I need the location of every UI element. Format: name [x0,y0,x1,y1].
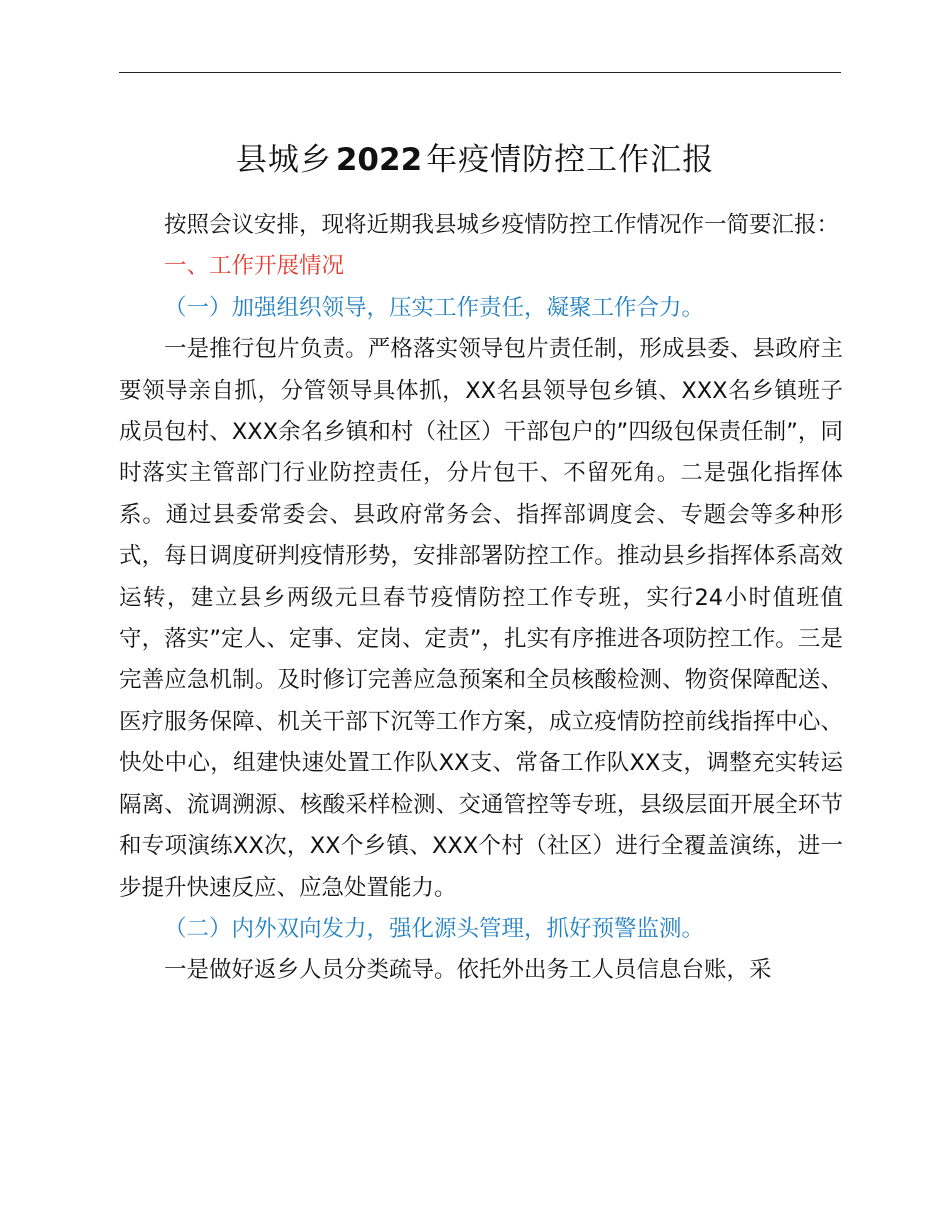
document-body [119,205,843,992]
document-title [0,138,950,182]
section-heading: 一、工作开展情况 [164,253,345,280]
title-prefix: 县城乡 [235,142,332,178]
title-year: 2022 [335,142,423,178]
sub-heading-2: （二）内外双向发力，强化源头管理，抓好预警监测。 [164,915,705,942]
paragraph-2: 一是做好返乡人员分类疏导。依托外出务工人员信息台账，采 [164,957,772,984]
intro-paragraph: 按照会议安排，现将近期我县城乡疫情防控工作情况作一简要汇报： [164,212,840,238]
header-rule [119,72,841,73]
title-suffix: 年疫情防控工作汇报 [426,142,715,178]
paragraph-1: 一是推行包片负责。严格落实领导包片责任制，形成县委、县政府主要领导亲自抓，分管领导具体抓，XX名县领导包乡镇、XXX名乡镇班子成员包村、XXX余名乡镇和村（社区）干部包户的”四级包保责任制”，同时落实主管部门行业防控责任，分片包干、不留死角。二是强化指挥体系。通过县委常委会、县政府常务会、指挥部调度会、专题会等多种形式，每日调度研判疫情形势，安排部署防控工作。推动县乡指挥体系高效运转，建立县乡两级元旦春节疫情防控工作专班，实行24小时值班值守，落实”定人、定事、定岗、定责”，扎实有序推进各项防控工作。三是完善应急机制。及时修订完善应急预案和全员核酸检测、物资保障配送、医疗服务保障、机关干部下沉等工作方案，成立疫情防控前线指挥中心、快处中心，组建快速处置工作队XX支、常备工作队XX支，调整充实转运隔离、流调溯源、核酸采样检测、交通管控等专班，县级层面开展全环节和专项演练XX次，XX个乡镇、XXX个村（社区）进行全覆盖演练，进一步提升快速反应、应急处置能力。 [119,336,843,901]
sub-heading-1: （一）加强组织领导，压实工作责任，凝聚工作合力。 [164,294,705,321]
